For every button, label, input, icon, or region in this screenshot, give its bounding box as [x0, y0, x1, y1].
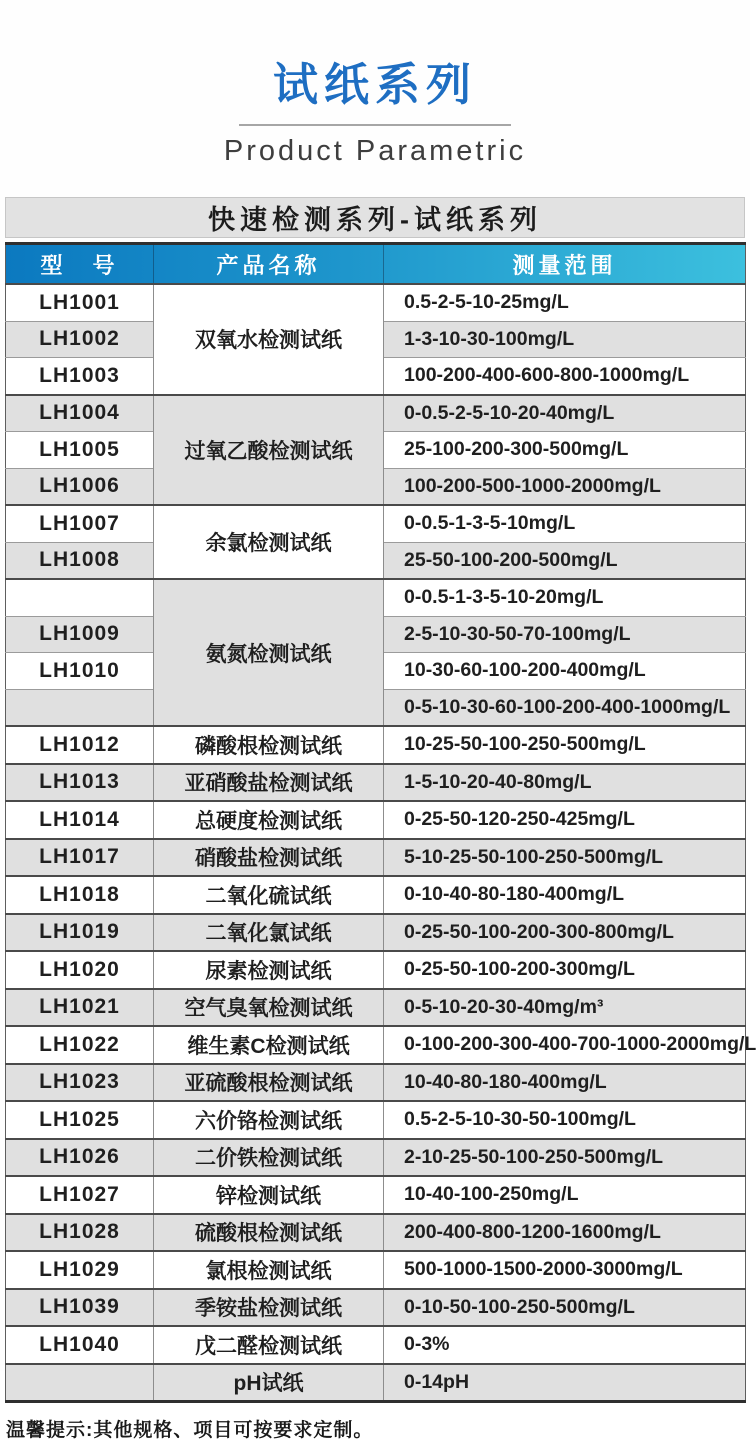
model-cell: LH1013: [6, 764, 154, 802]
range-cell: 25-100-200-300-500mg/L: [384, 432, 746, 469]
model-cell: [6, 579, 154, 616]
product-name-cell: 过氧乙酸检测试纸: [154, 395, 384, 506]
range-cell: 100-200-400-600-800-1000mg/L: [384, 358, 746, 395]
model-cell: [6, 1364, 154, 1402]
table-header-row: [6, 244, 746, 285]
range-cell: 0-10-50-100-250-500mg/L: [384, 1289, 746, 1327]
model-cell: LH1020: [6, 951, 154, 989]
range-cell: 10-25-50-100-250-500mg/L: [384, 726, 746, 764]
model-cell: LH1017: [6, 839, 154, 877]
product-name-cell: 维生素C检测试纸: [154, 1026, 384, 1064]
product-name-cell: 季铵盐检测试纸: [154, 1289, 384, 1327]
range-cell: 10-40-80-180-400mg/L: [384, 1064, 746, 1102]
range-cell: 500-1000-1500-2000-3000mg/L: [384, 1251, 746, 1289]
model-cell: LH1003: [6, 358, 154, 395]
table-row: [6, 1326, 746, 1364]
model-cell: LH1008: [6, 542, 154, 579]
table-row: [6, 1289, 746, 1327]
table-row: [6, 1176, 746, 1214]
product-name-cell: 二氧化氯试纸: [154, 914, 384, 952]
model-cell: LH1027: [6, 1176, 154, 1214]
table-row: [6, 1364, 746, 1402]
section-title-band: [5, 197, 745, 238]
table-row: [6, 505, 746, 542]
table-row: [6, 1064, 746, 1102]
table-row: [6, 839, 746, 877]
range-cell: 100-200-500-1000-2000mg/L: [384, 468, 746, 505]
model-cell: LH1018: [6, 876, 154, 914]
product-name-cell: 余氯检测试纸: [154, 505, 384, 579]
range-cell: 0-100-200-300-400-700-1000-2000mg/L: [384, 1026, 746, 1064]
product-name-cell: 六价铬检测试纸: [154, 1101, 384, 1139]
range-cell: 0-10-40-80-180-400mg/L: [384, 876, 746, 914]
model-cell: LH1012: [6, 726, 154, 764]
table-row: [6, 876, 746, 914]
range-cell: 25-50-100-200-500mg/L: [384, 542, 746, 579]
range-cell: 2-5-10-30-50-70-100mg/L: [384, 616, 746, 653]
product-name-cell: 二价铁检测试纸: [154, 1139, 384, 1177]
range-cell: 0-0.5-1-3-5-10-20mg/L: [384, 579, 746, 616]
page-subtitle: Product Parametric: [223, 135, 527, 167]
model-cell: LH1040: [6, 1326, 154, 1364]
product-name-cell: 氨氮检测试纸: [154, 579, 384, 726]
product-name-cell: pH试纸: [154, 1364, 384, 1402]
model-cell: LH1004: [6, 395, 154, 432]
table-row: [6, 1026, 746, 1064]
model-cell: LH1028: [6, 1214, 154, 1252]
column-header-range: 测量范围: [384, 244, 746, 285]
range-cell: 0-0.5-1-3-5-10mg/L: [384, 505, 746, 542]
model-cell: LH1002: [6, 321, 154, 358]
range-cell: 0-0.5-2-5-10-20-40mg/L: [384, 395, 746, 432]
title-divider: [239, 124, 511, 126]
range-cell: 0-25-50-120-250-425mg/L: [384, 801, 746, 839]
product-name-cell: 锌检测试纸: [154, 1176, 384, 1214]
column-header-product-name: 产品名称: [154, 244, 384, 285]
product-name-cell: 硝酸盐检测试纸: [154, 839, 384, 877]
product-name-cell: 空气臭氧检测试纸: [154, 989, 384, 1027]
table-row: [6, 801, 746, 839]
product-name-cell: 磷酸根检测试纸: [154, 726, 384, 764]
table-row: [6, 951, 746, 989]
range-cell: 0-25-50-100-200-300mg/L: [384, 951, 746, 989]
range-cell: 0-5-10-20-30-40mg/m³: [384, 989, 746, 1027]
table-row: [6, 1214, 746, 1252]
model-cell: LH1022: [6, 1026, 154, 1064]
range-cell: 0-3%: [384, 1326, 746, 1364]
model-cell: LH1006: [6, 468, 154, 505]
range-cell: 0-14pH: [384, 1364, 746, 1402]
range-cell: 0-5-10-30-60-100-200-400-1000mg/L: [384, 689, 746, 726]
table-row: [6, 1139, 746, 1177]
model-cell: LH1025: [6, 1101, 154, 1139]
table-row: [6, 914, 746, 952]
model-cell: LH1039: [6, 1289, 154, 1327]
product-name-cell: 戊二醛检测试纸: [154, 1326, 384, 1364]
range-cell: 1-3-10-30-100mg/L: [384, 321, 746, 358]
model-cell: LH1007: [6, 505, 154, 542]
product-name-cell: 硫酸根检测试纸: [154, 1214, 384, 1252]
model-cell: LH1029: [6, 1251, 154, 1289]
product-name-cell: 氯根检测试纸: [154, 1251, 384, 1289]
table-row: [6, 395, 746, 432]
model-cell: LH1026: [6, 1139, 154, 1177]
product-name-cell: 亚硝酸盐检测试纸: [154, 764, 384, 802]
model-cell: LH1001: [6, 284, 154, 321]
product-name-cell: 二氧化硫试纸: [154, 876, 384, 914]
model-cell: LH1023: [6, 1064, 154, 1102]
model-cell: LH1005: [6, 432, 154, 469]
model-cell: LH1014: [6, 801, 154, 839]
model-cell: LH1021: [6, 989, 154, 1027]
product-name-cell: 尿素检测试纸: [154, 951, 384, 989]
range-cell: 200-400-800-1200-1600mg/L: [384, 1214, 746, 1252]
table-row: [6, 764, 746, 802]
range-cell: 1-5-10-20-40-80mg/L: [384, 764, 746, 802]
range-cell: 2-10-25-50-100-250-500mg/L: [384, 1139, 746, 1177]
model-cell: LH1010: [6, 653, 154, 690]
page-title: 试纸系列: [272, 59, 477, 110]
model-cell: LH1009: [6, 616, 154, 653]
table-row: [6, 1101, 746, 1139]
spec-table: [5, 242, 756, 1403]
table-row: [6, 989, 746, 1027]
range-cell: 0.5-2-5-10-30-50-100mg/L: [384, 1101, 746, 1139]
range-cell: 0.5-2-5-10-25mg/L: [384, 284, 746, 321]
table-row: [6, 284, 746, 321]
column-header-model: 型 号: [6, 244, 154, 285]
model-cell: LH1019: [6, 914, 154, 952]
range-cell: 10-40-100-250mg/L: [384, 1176, 746, 1214]
range-cell: 5-10-25-50-100-250-500mg/L: [384, 839, 746, 877]
range-cell: 0-25-50-100-200-300-800mg/L: [384, 914, 746, 952]
table-row: [6, 726, 746, 764]
model-cell: [6, 689, 154, 726]
section-title: 快速检测系列-试纸系列: [208, 205, 542, 235]
product-name-cell: 总硬度检测试纸: [154, 801, 384, 839]
product-name-cell: 亚硫酸根检测试纸: [154, 1064, 384, 1102]
table-row: [6, 579, 746, 616]
product-name-cell: 双氧水检测试纸: [154, 284, 384, 395]
footer-note: 温馨提示:其他规格、项目可按要求定制。: [6, 1420, 374, 1441]
table-body: [6, 284, 756, 1402]
table-row: [6, 1251, 746, 1289]
range-cell: 10-30-60-100-200-400mg/L: [384, 653, 746, 690]
